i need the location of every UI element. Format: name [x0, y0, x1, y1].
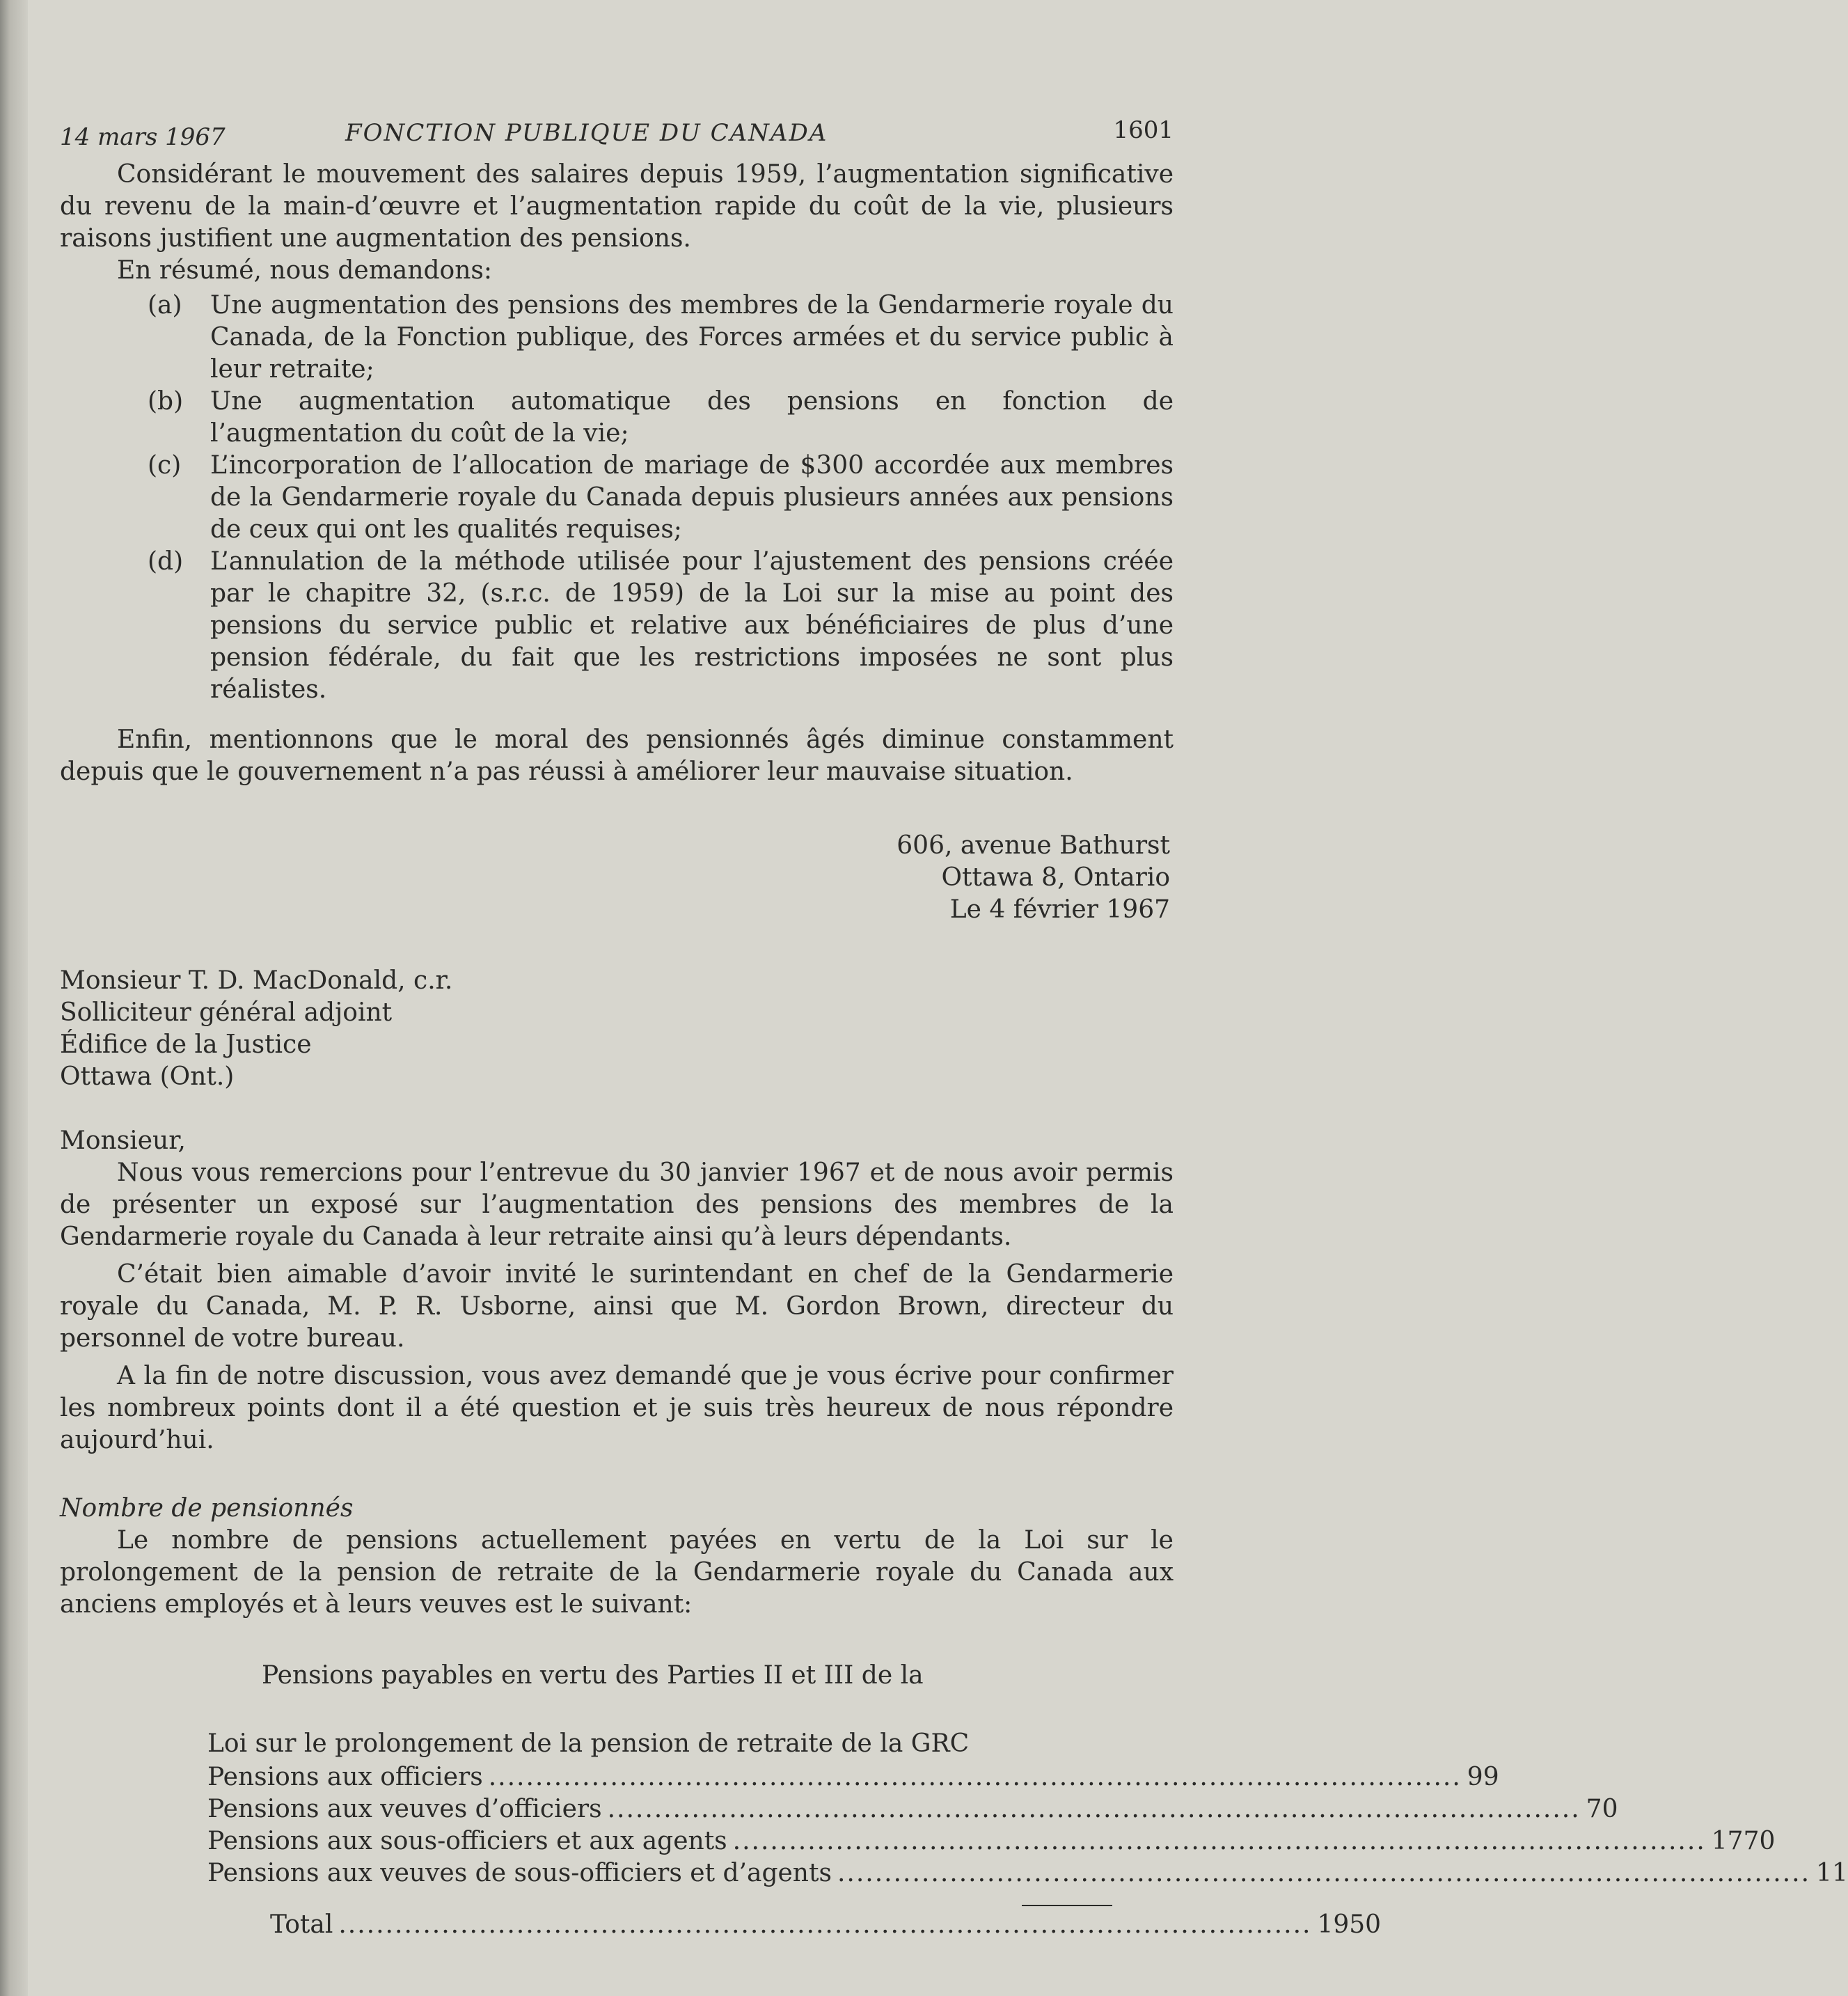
recipient-block — [60, 965, 1174, 1093]
row-value: 1770 — [1711, 1827, 1776, 1855]
request-text: Une augmentation automatique des pensions en fonction de l’augmentation du coût de la vie; — [210, 387, 1174, 448]
address-line: 606, avenue Bathurst — [897, 831, 1170, 860]
header-date: 14 mars 1967 — [60, 123, 226, 151]
sender-address — [815, 830, 1174, 926]
page-number: 1601 — [1113, 116, 1174, 144]
row-label: Pensions aux veuves de sous-officiers et d’agents — [207, 1859, 832, 1887]
request-label: (c) — [148, 451, 182, 480]
dot-leader: ........................................................................................................ — [732, 1827, 1706, 1855]
dot-leader: ........................................................................................................ — [607, 1795, 1581, 1823]
request-label: (d) — [148, 547, 184, 576]
header-title: FONCTION PUBLIQUE DU CANADA — [345, 119, 828, 147]
table-row — [207, 1793, 1618, 1825]
letter-paragraph: Nous vous remercions pour l’entrevue du 30 janvier 1967 et de nous avoir permis de présenter un exposé sur l’augmentation des pensions des membres de la Gendarmerie royale du Canada à leur retraite ainsi qu’à leurs dépendants. — [60, 1158, 1174, 1251]
dot-leader: ........................................................................................................ — [488, 1763, 1462, 1791]
total-value: 1950 — [1317, 1910, 1382, 1939]
pension-table — [207, 1728, 1848, 1941]
request-text: Une augmentation des pensions des membres de la Gendarmerie royale du Canada, de la Fonction publique, des Forces armées et du service public à leur retraite; — [210, 291, 1174, 384]
salutation: Monsieur, — [60, 1126, 186, 1155]
section-heading: Nombre de pensionnés — [60, 1494, 354, 1523]
recipient-building: Édifice de la Justice — [60, 1030, 312, 1059]
recipient-city: Ottawa (Ont.) — [60, 1062, 235, 1091]
document-page — [60, 111, 1848, 1941]
closing-paragraph: Enfin, mentionnons que le moral des pensionnés âgés diminue constamment depuis que le gouvernement n’a pas réussi à améliorer leur mauvaise situation. — [60, 725, 1174, 786]
recipient-title: Solliciteur général adjoint — [60, 998, 393, 1027]
request-item — [148, 290, 1174, 386]
dot-leader: ........................................................................................................ — [837, 1859, 1811, 1887]
letter-date: Le 4 février 1967 — [949, 895, 1170, 924]
section-paragraph: Le nombre de pensions actuellement payées en vertu de la Loi sur le prolongement de la pension de retraite de la Gendarmerie royale du Canada aux anciens employés et à leurs veuves est le suivant: — [60, 1526, 1174, 1619]
row-value: 70 — [1586, 1795, 1618, 1823]
row-value: 11 — [1816, 1859, 1848, 1887]
total-row — [207, 1909, 1382, 1941]
total-label: Total — [270, 1910, 333, 1939]
page-binding-edge — [0, 0, 28, 1996]
address-line: Ottawa 8, Ontario — [941, 863, 1170, 892]
row-value: 99 — [1467, 1763, 1499, 1791]
request-text: L’incorporation de l’allocation de mariage de $300 accordée aux membres de la Gendarmerie royale du Canada depuis plusieurs années aux pensions de ceux qui ont les qualités requises; — [210, 451, 1174, 544]
request-item — [148, 386, 1174, 450]
row-label: Pensions aux sous-officiers et aux agents — [207, 1827, 727, 1855]
request-item — [148, 546, 1174, 706]
summary-lead: En résumé, nous demandons: — [117, 256, 493, 285]
table-subtitle: Loi sur le prolongement de la pension de retraite de la GRC — [207, 1729, 970, 1758]
letter-paragraph: C’était bien aimable d’avoir invité le surintendant en chef de la Gendarmerie royale du Canada, M. P. R. Usborne, ainsi que M. Gordon Brown, directeur du personnel de votre bureau. — [60, 1260, 1174, 1353]
request-label: (b) — [148, 387, 184, 416]
row-label: Pensions aux veuves d’officiers — [207, 1795, 602, 1823]
request-label: (a) — [148, 291, 182, 320]
request-text: L’annulation de la méthode utilisée pour l’ajustement des pensions créée par le chapitre 32, (s.r.c. de 1959) de la Loi sur la mise au point des pensions du service public et relative aux bénéficiaires de plus d’une pension fédérale, du fait que les restrictions imposées ne sont plus réalistes. — [210, 547, 1174, 704]
request-item — [148, 450, 1174, 546]
dot-leader: ........................................................................................................ — [338, 1910, 1312, 1939]
intro-paragraph: Considérant le mouvement des salaires depuis 1959, l’augmentation significative du revenu de la main-d’œuvre et l’augmentation rapide du coût de la vie, plusieurs raisons justifient une augmentation des pensions. — [60, 160, 1174, 253]
row-label: Pensions aux officiers — [207, 1763, 483, 1791]
recipient-name: Monsieur T. D. MacDonald, c.r. — [60, 966, 453, 995]
table-row — [207, 1857, 1848, 1889]
total-rule — [1022, 1905, 1112, 1906]
letter-paragraph: A la fin de notre discussion, vous avez demandé que je vous écrive pour confirmer les nombreux points dont il a été question et je suis très heureux de nous répondre aujourd’hui. — [60, 1362, 1174, 1454]
page-header — [60, 111, 1174, 153]
table-row — [207, 1761, 1499, 1793]
table-row — [207, 1825, 1776, 1857]
request-list — [148, 290, 1174, 706]
table-title: Pensions payables en vertu des Parties II et III de la — [262, 1661, 924, 1690]
